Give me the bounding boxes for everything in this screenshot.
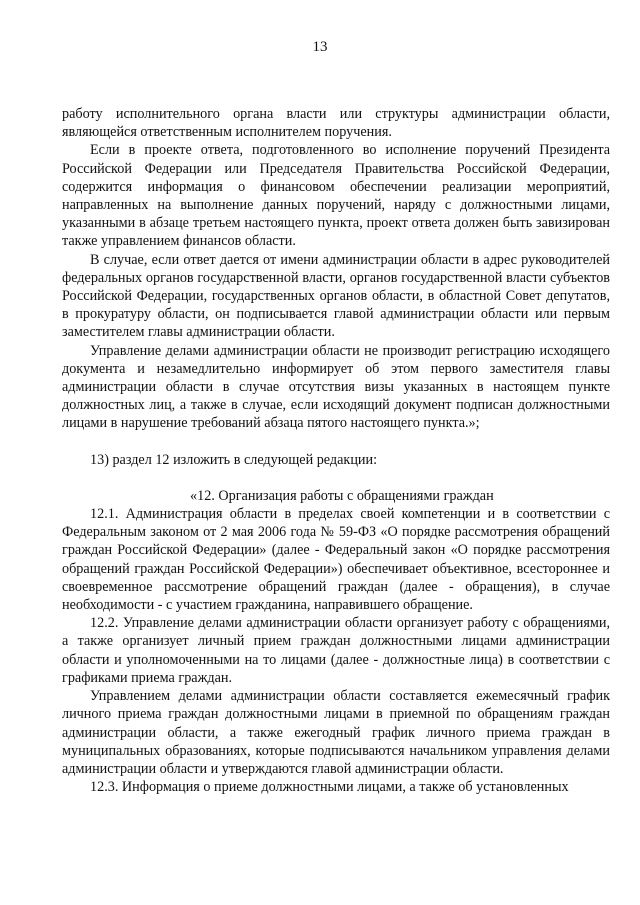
paragraph-12-1: 12.1. Администрация области в пределах своей компетенции и в соответствии с Федеральным законом от 2 мая 2006 года № 59-ФЗ «О порядке рассмотрения обращений граждан Российской Федерации» (далее - Федеральный закон «О порядке рассмотрения обращений граждан Российской Федерации») обеспечивает объективное, всестороннее и своевременное рассмотрение обращений граждан (далее - обращения), в случае необходимости - с участием гражданина, направившего обращение. <box>62 506 610 614</box>
spacer <box>62 469 610 487</box>
document-body <box>62 105 610 796</box>
paragraph-signature: В случае, если ответ дается от имени администрации области в адрес руководителей федеральных органов государственной власти, органов государственной власти субъектов Российской Федерации, государственных органов области, в областной Совет депутатов, в прокуратуру области, он подписывается главой администрации области или первым заместителем главы администрации области. <box>62 251 610 341</box>
section-heading: «12. Организация работы с обращениями граждан <box>190 487 494 504</box>
spacer <box>62 433 610 451</box>
paragraph-schedule: Управлением делами администрации области составляется ежемесячный график личного приема граждан должностными лицами в приемной по обращениям граждан администрации области, а также ежегодный график личного приема граждан в муниципальных образованиях, которые подписываются начальником управления делами администрации области и утверждаются главой администрации области. <box>62 688 610 777</box>
paragraph-12-3: 12.3. Информация о приеме должностными лицами, а также об установленных <box>90 779 569 796</box>
paragraph-continuation: работу исполнительного органа власти или структуры администрации области, являющейся ответственным исполнителем поручения. <box>62 106 610 141</box>
page-number: 13 <box>312 39 328 55</box>
paragraph-12-2: 12.2. Управление делами администрации области организует работу с обращениями, а также организует личный прием граждан должностными лицами администрации области и уполномоченными на то лицами (далее - должностные лица) в соответствии с графиками приема граждан. <box>62 615 610 686</box>
paragraph-finance-visa: Если в проекте ответа, подготовленного во исполнение поручений Президента Российской Федерации или Председателя Правительства Российской Федерации, содержится информация о финансовом обеспечении реализации мероприятий, направленных на выполнение данных поручений, наряду с должностными лицами, указанными в абзаце третьем настоящего пункта, проект ответа должен быть завизирован также управлением финансов области. <box>62 142 610 250</box>
amendment-item: 13) раздел 12 изложить в следующей редакции: <box>90 451 378 468</box>
paragraph-registration: Управление делами администрации области не производит регистрацию исходящего документа и незамедлительно информирует об этом первого заместителя главы администрации области в случае отсутствия визы указанных в настоящем пункте должностных лиц, а также в случае, если исходящий документ подписан должностными лицами в нарушение требований абзаца пятого настоящего пункта.»; <box>62 342 610 432</box>
